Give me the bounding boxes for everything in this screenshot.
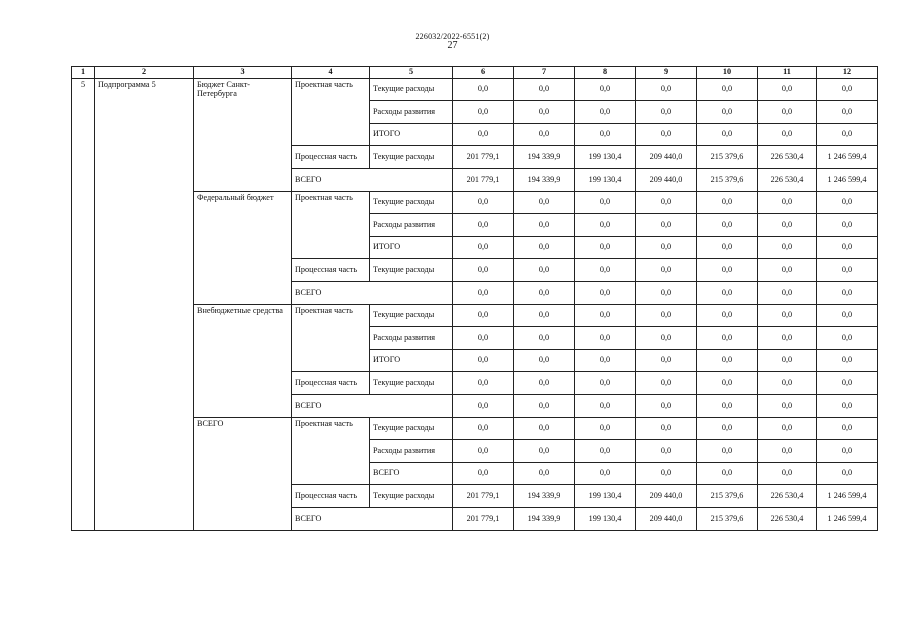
value-cell: 0,0: [575, 440, 636, 463]
expense-type-cell: ИТОГО: [370, 237, 453, 259]
expense-type-cell: Расходы развития: [370, 101, 453, 124]
column-number-cell: 3: [194, 67, 292, 79]
value-cell: 0,0: [758, 124, 817, 146]
value-cell: 0,0: [697, 282, 758, 305]
expense-type-cell: Текущие расходы: [370, 192, 453, 214]
value-cell: 0,0: [575, 350, 636, 372]
value-cell: 0,0: [453, 440, 514, 463]
value-cell: 0,0: [636, 237, 697, 259]
value-cell: 0,0: [817, 259, 878, 282]
value-cell: 0,0: [817, 282, 878, 305]
value-cell: 194 339,9: [514, 508, 575, 531]
expense-type-cell: Текущие расходы: [370, 79, 453, 101]
value-cell: 0,0: [697, 463, 758, 485]
value-cell: 0,0: [817, 372, 878, 395]
value-cell: 0,0: [817, 327, 878, 350]
value-cell: 0,0: [575, 192, 636, 214]
value-cell: 0,0: [758, 282, 817, 305]
value-cell: 0,0: [697, 259, 758, 282]
value-cell: 209 440,0: [636, 146, 697, 169]
process-part-cell: Процессная часть: [292, 146, 370, 169]
project-part-cell: Проектная часть: [292, 418, 370, 485]
budget-table: [71, 66, 878, 531]
value-cell: 0,0: [758, 350, 817, 372]
value-cell: 0,0: [697, 350, 758, 372]
expense-type-cell: Текущие расходы: [370, 146, 453, 169]
value-cell: 226 530,4: [758, 485, 817, 508]
column-number-cell: 5: [370, 67, 453, 79]
value-cell: 0,0: [636, 395, 697, 418]
value-cell: 0,0: [817, 418, 878, 440]
value-cell: 1 246 599,4: [817, 508, 878, 531]
document-number: 226032/2022-6551(2): [415, 32, 490, 41]
table-row: [72, 79, 878, 101]
value-cell: 226 530,4: [758, 508, 817, 531]
value-cell: 0,0: [697, 440, 758, 463]
value-cell: 0,0: [636, 259, 697, 282]
value-cell: 1 246 599,4: [817, 146, 878, 169]
value-cell: 0,0: [758, 327, 817, 350]
value-cell: 0,0: [636, 214, 697, 237]
value-cell: 199 130,4: [575, 508, 636, 531]
column-number-cell: 2: [95, 67, 194, 79]
value-cell: 226 530,4: [758, 169, 817, 192]
value-cell: 0,0: [697, 305, 758, 327]
value-cell: 226 530,4: [758, 146, 817, 169]
value-cell: 0,0: [817, 192, 878, 214]
grand-total-label-cell: ВСЕГО: [194, 418, 292, 531]
value-cell: 0,0: [758, 259, 817, 282]
value-cell: 0,0: [453, 372, 514, 395]
value-cell: 0,0: [453, 124, 514, 146]
value-cell: 0,0: [575, 327, 636, 350]
value-cell: 0,0: [514, 372, 575, 395]
value-cell: 0,0: [697, 327, 758, 350]
value-cell: 0,0: [636, 79, 697, 101]
value-cell: 0,0: [636, 327, 697, 350]
value-cell: 194 339,9: [514, 485, 575, 508]
value-cell: 0,0: [636, 418, 697, 440]
column-number-cell: 6: [453, 67, 514, 79]
process-part-cell: Процессная часть: [292, 259, 370, 282]
process-part-cell: Процессная часть: [292, 372, 370, 395]
column-number-cell: 1: [72, 67, 95, 79]
expense-type-cell: Текущие расходы: [370, 305, 453, 327]
column-number-cell: 12: [817, 67, 878, 79]
value-cell: 0,0: [817, 237, 878, 259]
value-cell: 0,0: [575, 418, 636, 440]
value-cell: 0,0: [758, 79, 817, 101]
value-cell: 0,0: [514, 395, 575, 418]
value-cell: 0,0: [697, 124, 758, 146]
value-cell: 0,0: [697, 214, 758, 237]
value-cell: 0,0: [636, 440, 697, 463]
value-cell: 0,0: [817, 350, 878, 372]
expense-type-cell: Текущие расходы: [370, 259, 453, 282]
funding-source-cell: Бюджет Санкт-Петербурга: [194, 79, 292, 192]
project-part-cell: Проектная часть: [292, 192, 370, 259]
value-cell: 0,0: [697, 101, 758, 124]
value-cell: 209 440,0: [636, 508, 697, 531]
value-cell: 0,0: [453, 259, 514, 282]
value-cell: 215 379,6: [697, 485, 758, 508]
value-cell: 0,0: [453, 463, 514, 485]
project-part-cell: Проектная часть: [292, 305, 370, 372]
value-cell: 0,0: [817, 124, 878, 146]
value-cell: 199 130,4: [575, 146, 636, 169]
value-cell: 0,0: [453, 282, 514, 305]
value-cell: 0,0: [514, 237, 575, 259]
value-cell: 0,0: [453, 214, 514, 237]
value-cell: 0,0: [697, 79, 758, 101]
value-cell: 0,0: [575, 395, 636, 418]
value-cell: 215 379,6: [697, 169, 758, 192]
value-cell: 1 246 599,4: [817, 485, 878, 508]
value-cell: 0,0: [636, 124, 697, 146]
value-cell: 0,0: [514, 350, 575, 372]
value-cell: 0,0: [636, 305, 697, 327]
value-cell: 0,0: [575, 79, 636, 101]
total-label-cell: ВСЕГО: [292, 169, 453, 192]
value-cell: 0,0: [817, 463, 878, 485]
value-cell: 0,0: [514, 282, 575, 305]
value-cell: 0,0: [453, 79, 514, 101]
value-cell: 0,0: [817, 79, 878, 101]
value-cell: 0,0: [817, 440, 878, 463]
value-cell: 0,0: [453, 327, 514, 350]
value-cell: 0,0: [758, 305, 817, 327]
value-cell: 0,0: [697, 418, 758, 440]
value-cell: 194 339,9: [514, 169, 575, 192]
value-cell: 0,0: [636, 192, 697, 214]
value-cell: 1 246 599,4: [817, 169, 878, 192]
value-cell: 0,0: [575, 259, 636, 282]
value-cell: 0,0: [514, 440, 575, 463]
funding-source-cell: Внебюджетные средства: [194, 305, 292, 418]
page-number: 27: [447, 40, 458, 51]
value-cell: 0,0: [697, 372, 758, 395]
value-cell: 0,0: [636, 101, 697, 124]
value-cell: 201 779,1: [453, 508, 514, 531]
process-part-cell: Процессная часть: [292, 485, 370, 508]
column-number-cell: 8: [575, 67, 636, 79]
value-cell: 0,0: [758, 395, 817, 418]
column-number-row: [72, 67, 878, 79]
value-cell: 0,0: [514, 463, 575, 485]
value-cell: 0,0: [575, 124, 636, 146]
value-cell: 0,0: [758, 237, 817, 259]
project-part-cell: Проектная часть: [292, 79, 370, 146]
value-cell: 0,0: [636, 282, 697, 305]
expense-type-cell: ИТОГО: [370, 350, 453, 372]
value-cell: 0,0: [514, 214, 575, 237]
value-cell: 0,0: [575, 101, 636, 124]
value-cell: 0,0: [817, 395, 878, 418]
expense-type-cell: Расходы развития: [370, 214, 453, 237]
value-cell: 0,0: [514, 327, 575, 350]
expense-type-cell: Текущие расходы: [370, 485, 453, 508]
expense-type-cell: ИТОГО: [370, 124, 453, 146]
value-cell: 0,0: [514, 101, 575, 124]
expense-type-cell: Текущие расходы: [370, 372, 453, 395]
value-cell: 0,0: [758, 192, 817, 214]
value-cell: 0,0: [758, 101, 817, 124]
value-cell: 0,0: [453, 101, 514, 124]
value-cell: 0,0: [453, 395, 514, 418]
value-cell: 0,0: [817, 214, 878, 237]
row-number-cell: 5: [72, 79, 95, 531]
value-cell: 0,0: [758, 463, 817, 485]
value-cell: 0,0: [758, 372, 817, 395]
column-number-cell: 7: [514, 67, 575, 79]
value-cell: 0,0: [697, 237, 758, 259]
value-cell: 0,0: [817, 101, 878, 124]
value-cell: 0,0: [697, 395, 758, 418]
value-cell: 199 130,4: [575, 169, 636, 192]
value-cell: 0,0: [575, 282, 636, 305]
value-cell: 201 779,1: [453, 485, 514, 508]
total-label-cell: ВСЕГО: [292, 395, 453, 418]
column-number-cell: 9: [636, 67, 697, 79]
value-cell: 0,0: [758, 418, 817, 440]
total-label-cell: ВСЕГО: [292, 508, 453, 531]
value-cell: 0,0: [514, 192, 575, 214]
value-cell: 199 130,4: [575, 485, 636, 508]
value-cell: 0,0: [817, 305, 878, 327]
value-cell: 194 339,9: [514, 146, 575, 169]
expense-type-cell: ВСЕГО: [370, 463, 453, 485]
value-cell: 0,0: [453, 192, 514, 214]
value-cell: 0,0: [453, 237, 514, 259]
value-cell: 0,0: [514, 259, 575, 282]
value-cell: 0,0: [697, 192, 758, 214]
funding-source-cell: Федеральный бюджет: [194, 192, 292, 305]
value-cell: 0,0: [514, 79, 575, 101]
value-cell: 0,0: [514, 418, 575, 440]
value-cell: 0,0: [575, 463, 636, 485]
expense-type-cell: Текущие расходы: [370, 418, 453, 440]
program-name-cell: Подпрограмма 5: [95, 79, 194, 531]
value-cell: 0,0: [514, 124, 575, 146]
value-cell: 0,0: [575, 305, 636, 327]
value-cell: 0,0: [575, 237, 636, 259]
value-cell: 0,0: [453, 305, 514, 327]
column-number-cell: 11: [758, 67, 817, 79]
column-number-cell: 10: [697, 67, 758, 79]
value-cell: 0,0: [758, 214, 817, 237]
value-cell: 209 440,0: [636, 485, 697, 508]
value-cell: 0,0: [453, 418, 514, 440]
value-cell: 0,0: [453, 350, 514, 372]
value-cell: 0,0: [575, 372, 636, 395]
value-cell: 0,0: [514, 305, 575, 327]
total-label-cell: ВСЕГО: [292, 282, 453, 305]
value-cell: 215 379,6: [697, 508, 758, 531]
value-cell: 0,0: [575, 214, 636, 237]
value-cell: 201 779,1: [453, 169, 514, 192]
value-cell: 201 779,1: [453, 146, 514, 169]
expense-type-cell: Расходы развития: [370, 327, 453, 350]
value-cell: 215 379,6: [697, 146, 758, 169]
value-cell: 209 440,0: [636, 169, 697, 192]
table-body: [72, 67, 878, 531]
column-number-cell: 4: [292, 67, 370, 79]
expense-type-cell: Расходы развития: [370, 440, 453, 463]
value-cell: 0,0: [636, 350, 697, 372]
value-cell: 0,0: [758, 440, 817, 463]
value-cell: 0,0: [636, 372, 697, 395]
value-cell: 0,0: [636, 463, 697, 485]
